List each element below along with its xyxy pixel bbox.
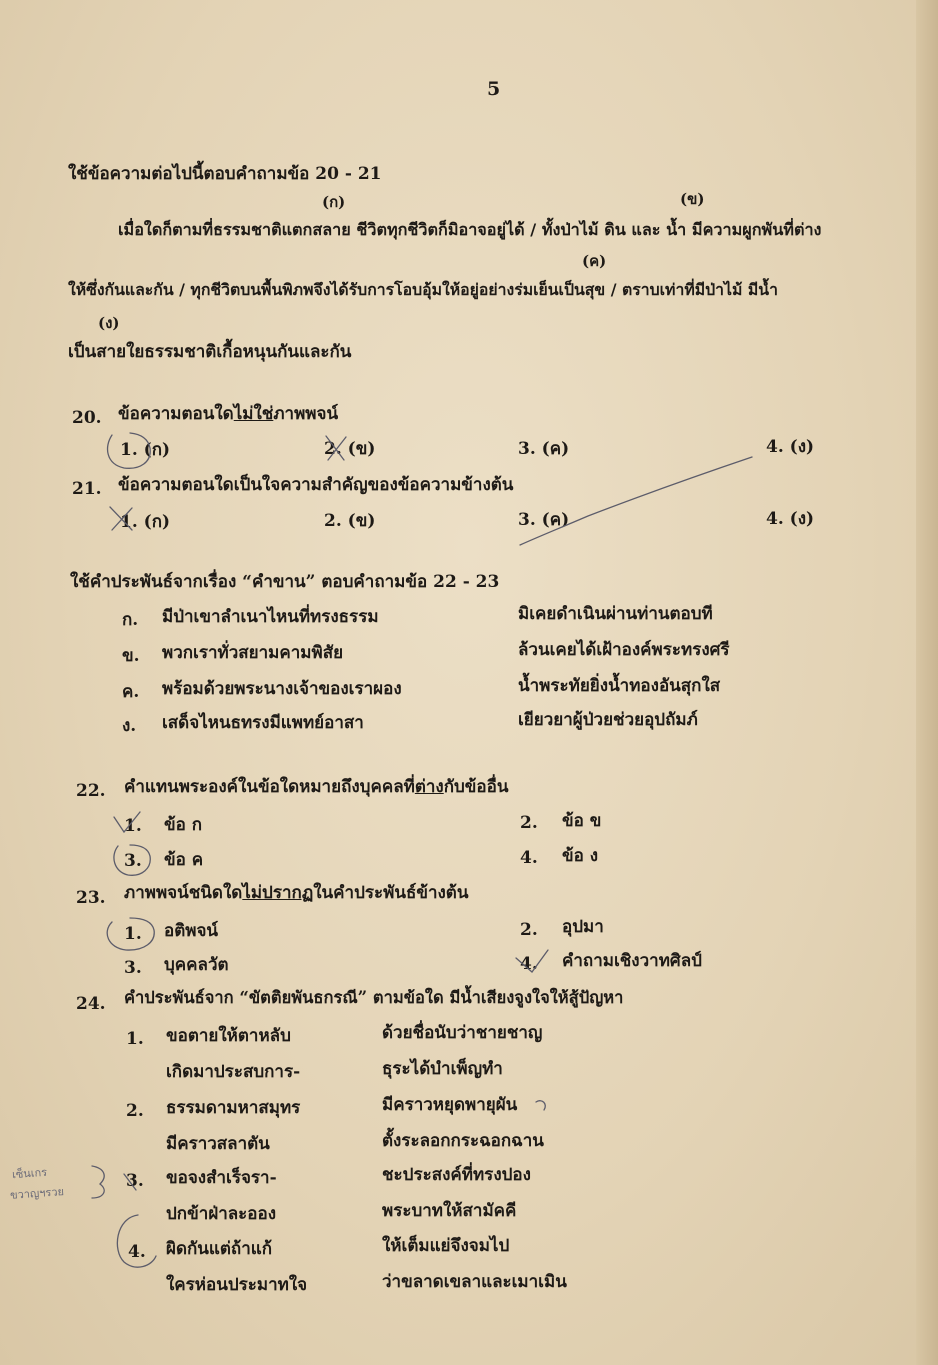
q23-option-1-num[interactable]: 1. <box>124 924 142 944</box>
q24-option-1-l2b: ธุระได้บำเพ็ญทำ <box>382 1059 503 1079</box>
passage-line-1: เมื่อใดก็ตามที่ธรรมชาติแตกสลาย ชีวิตทุกชีวิตก็มิอาจอยู่ได้ / ทั้งป่าไม้ ดิน และ น้ำ มีความผูกพันที่ต่าง <box>118 220 822 239</box>
page-number: 5 <box>487 78 501 100</box>
verse-label-kho-khwai: ค. <box>122 682 140 702</box>
q21-stem: ข้อความตอนใดเป็นใจความสำคัญของข้อความข้างต้น <box>118 475 514 495</box>
marker-ngo: (ง) <box>98 314 120 332</box>
q24-option-2-l1a: ธรรมดามหาสมุทร <box>166 1098 301 1118</box>
q21-option-1[interactable]: 1. (ก) <box>120 512 171 532</box>
q22-option-1-num[interactable]: 1. <box>124 816 142 836</box>
verse-kho-khwai-left: พร้อมด้วยพระนางเจ้าของเราผอง <box>162 679 402 699</box>
q24-option-1-l1a: ขอตายให้ตาหลับ <box>166 1026 291 1046</box>
q24-option-3-l2a: ปกข้าฝ่าละออง <box>166 1204 277 1224</box>
q23-number: 23. <box>76 888 106 908</box>
q22-option-3[interactable]: ข้อ ค <box>164 850 204 870</box>
q24-option-4-l2b: ว่าขลาดเขลาและเมาเมิน <box>382 1272 567 1292</box>
q21-option-3[interactable]: 3. (ค) <box>518 510 570 530</box>
q24-option-3-num[interactable]: 3. <box>126 1171 144 1191</box>
q23-stem: ภาพพจน์ชนิดใดไม่ปรากฏในคำประพันธ์ข้างต้น <box>124 883 469 903</box>
section1-instruction: ใช้ข้อความต่อไปนี้ตอบคำถามข้อ 20 - 21 <box>68 164 382 184</box>
q22-option-4-num[interactable]: 4. <box>520 848 538 868</box>
q24-option-2-l2b: ตั้งระลอกกระฉอกฉาน <box>382 1131 544 1151</box>
passage-line-2: ให้ซึ่งกันและกัน / ทุกชีวิตบนพื้นพิภพจึงได้รับการโอบอุ้มให้อยู่อย่างร่มเย็นเป็นสุข / ตราบเท่าที่มีป่าไม้ มีน้ำ <box>68 280 778 299</box>
verse-label-kho: ข. <box>122 646 140 666</box>
q20-option-2[interactable]: 2. (ข) <box>324 439 376 459</box>
q21-number: 21. <box>72 479 102 499</box>
verse-kho-left: พวกเราทั่วสยามคามพิสัย <box>162 643 344 663</box>
q24-option-4-l1b: ให้เต็มแย่จึงจมไป <box>382 1236 510 1256</box>
verse-ka-right: มิเคยดำเนินผ่านท่านตอบที <box>518 604 713 624</box>
q24-option-3-l2b: พระบาทให้สามัคคี <box>382 1201 517 1221</box>
q22-option-4[interactable]: ข้อ ง <box>562 846 599 866</box>
section2-instruction: ใช้คำประพันธ์จากเรื่อง “คำขาน” ตอบคำถามข้อ 22 - 23 <box>70 572 500 592</box>
q22-option-2[interactable]: ข้อ ข <box>562 811 602 831</box>
q24-option-4-l2a: ใครห่อนประมาทใจ <box>166 1275 308 1295</box>
q21-option-4[interactable]: 4. (ง) <box>766 509 815 529</box>
q21-slash-mark <box>520 457 752 545</box>
q24-option-4-num[interactable]: 4. <box>128 1242 146 1262</box>
q23-option-3[interactable]: บุคคลวัต <box>164 955 229 975</box>
q24-option-4-l1a: ผิดกันแต่ถ้าแก้ <box>166 1239 273 1259</box>
q24-option-2-l2a: มีคราวสลาตัน <box>166 1134 270 1154</box>
q24-option-1-l1b: ด้วยชื่อนับว่าชายชาญ <box>382 1023 543 1043</box>
q22-stem: คำแทนพระองค์ในข้อใดหมายถึงบุคคลที่ต่างกับข้ออื่น <box>124 777 509 797</box>
q20-option-3[interactable]: 3. (ค) <box>518 439 570 459</box>
q21-option-2[interactable]: 2. (ข) <box>324 511 376 531</box>
q24-stem: คำประพันธ์จาก “ขัตติยพันธกรณี” ตามข้อใด มีน้ำเสียงจูงใจให้สู้ปัญหา <box>124 988 624 1007</box>
q23-option-4[interactable]: คำถามเชิงวาทศิลป์ <box>562 951 702 971</box>
verse-kho-right: ล้วนเคยได้เฝ้าองค์พระทรงศรี <box>518 640 730 660</box>
marker-kho-khwai: (ค) <box>582 252 607 270</box>
page-edge <box>916 0 938 1365</box>
q20-option-4[interactable]: 4. (ง) <box>766 437 815 457</box>
verse-label-ngo: ง. <box>122 716 137 736</box>
margin-note-line-1: เซ็นเกร <box>11 1165 48 1182</box>
q20-number: 20. <box>72 408 102 428</box>
q23-option-1[interactable]: อติพจน์ <box>164 921 219 941</box>
q24-small-mark <box>536 1101 545 1110</box>
passage-line-3: เป็นสายใยธรรมชาติเกื้อหนุนกันและกัน <box>68 342 352 362</box>
q22-option-2-num[interactable]: 2. <box>520 813 538 833</box>
q24-option-3-l1b: ชะประสงค์ที่ทรงปอง <box>382 1165 531 1185</box>
q22-number: 22. <box>76 781 106 801</box>
q23-option-2-num[interactable]: 2. <box>520 920 538 940</box>
marker-ka: (ก) <box>322 193 346 211</box>
marker-kho: (ข) <box>680 190 705 208</box>
verse-label-ka: ก. <box>122 610 139 630</box>
verse-ngo-left: เสด็จไหนธทรงมีแพทย์อาสา <box>162 713 364 733</box>
q20-stem: ข้อความตอนใดไม่ใช่ภาพพจน์ <box>118 404 339 424</box>
verse-kho-khwai-right: น้ำพระทัยยิ่งน้ำทองอันสุกใส <box>518 676 721 696</box>
q24-option-2-num[interactable]: 2. <box>126 1101 144 1121</box>
margin-bracket-mark <box>92 1166 104 1198</box>
q24-option-1-l2a: เกิดมาประสบการ- <box>166 1062 301 1082</box>
q22-option-1[interactable]: ข้อ ก <box>164 815 203 835</box>
q23-option-2[interactable]: อุปมา <box>562 917 604 937</box>
q24-option-2-l1b: มีคราวหยุดพายุผัน <box>382 1095 518 1115</box>
q24-option-3-l1a: ขอจงสำเร็จรา- <box>166 1168 277 1188</box>
q23-option-4-num[interactable]: 4. <box>520 954 538 974</box>
q24-number: 24. <box>76 994 106 1014</box>
q23-option-3-num[interactable]: 3. <box>124 958 142 978</box>
verse-ka-left: มีป่าเขาลำเนาไหนที่ทรงธรรม <box>162 607 379 627</box>
q24-option-1-num[interactable]: 1. <box>126 1029 144 1049</box>
q22-option-3-num[interactable]: 3. <box>124 851 142 871</box>
verse-ngo-right: เยียวยาผู้ป่วยช่วยอุปถัมภ์ <box>518 710 698 730</box>
margin-note-line-2: ขวาญฯรวย <box>9 1185 65 1202</box>
q20-option-1[interactable]: 1. (ก) <box>120 440 171 460</box>
